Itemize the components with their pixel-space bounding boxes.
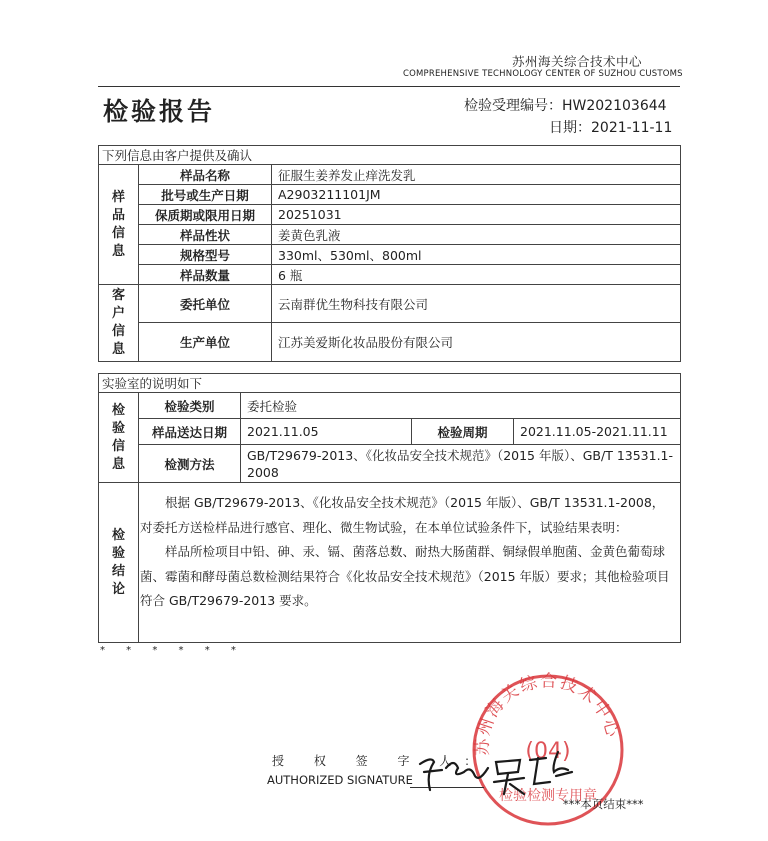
inspection-type-label: 检验类别 xyxy=(139,393,241,419)
document-title: 检验报告 xyxy=(103,97,216,126)
inspection-type-value: 委托检验 xyxy=(241,393,681,419)
test-method-value: GB/T29679-2013、《化妆品安全技术规范》（2015 年版）、GB/T 13531.1-2008 xyxy=(241,445,681,483)
sample-info-char: 样 xyxy=(111,189,125,205)
seal-arc-text: 苏州海关综合技术中心 xyxy=(472,671,623,756)
authorized-signatory-label-cn: 授 权 签 字 人： xyxy=(272,754,490,768)
conclusion-paragraph-2: 样品所检项目中铅、砷、汞、镉、菌落总数、耐热大肠菌群、铜绿假单胞菌、金黄色葡萄球菌、霉菌和酵母菌总数检测结果符合《化妆品安全技术规范》（2015 年版）要求；其他检验项目符合 GB/T29679-2013 要求。 xyxy=(140,544,670,608)
inspection-info-group-label xyxy=(99,393,139,483)
client-info-char: 息 xyxy=(111,342,125,357)
seal-number: (04) xyxy=(525,739,571,764)
client-info-table xyxy=(98,145,681,362)
conclusion-text xyxy=(140,491,676,614)
delivery-date-value: 2021.11.05 xyxy=(241,419,412,445)
conclusion-char: 验 xyxy=(111,545,125,561)
inspection-info-char: 验 xyxy=(111,420,125,436)
manufacturer-value: 江苏美爱斯化妆品股份有限公司 xyxy=(272,323,681,362)
conclusion-char: 论 xyxy=(111,581,125,597)
quantity-label: 样品数量 xyxy=(139,265,272,285)
client-info-char: 信 xyxy=(111,324,125,339)
acceptance-number: 检验受理编号：HW202103644 xyxy=(464,98,667,114)
inspection-info-char: 信 xyxy=(111,438,125,454)
inspection-period-value: 2021.11.05-2021.11.11 xyxy=(514,419,681,445)
inspection-period-label: 检验周期 xyxy=(412,419,514,445)
sample-info-char: 信 xyxy=(111,225,125,241)
expiry-label: 保质期或限用日期 xyxy=(139,205,272,225)
spec-value: 330ml、530ml、800ml xyxy=(272,245,681,265)
appearance-value: 姜黄色乳液 xyxy=(272,225,681,245)
client-section-header: 下列信息由客户提供及确认 xyxy=(99,146,681,165)
client-value: 云南群优生物科技有限公司 xyxy=(272,285,681,323)
delivery-date-label: 样品送达日期 xyxy=(139,419,241,445)
lab-section-header: 实验室的说明如下 xyxy=(99,374,681,393)
sample-info-group-label xyxy=(99,165,139,285)
test-method-label: 检测方法 xyxy=(139,445,241,483)
appearance-label: 样品性状 xyxy=(139,225,272,245)
sample-name-value: 征服生姜养发止痒洗发乳 xyxy=(272,165,681,185)
quantity-value: 6 瓶 xyxy=(272,265,681,285)
seal-bottom-text: 检验检测专用章 xyxy=(499,788,597,804)
report-date: 日期：2021-11-11 xyxy=(549,120,673,136)
sample-name-label: 样品名称 xyxy=(139,165,272,185)
expiry-value: 20251031 xyxy=(272,205,681,225)
authorized-signatory-label-en: AUTHORIZED SIGNATURE xyxy=(267,773,413,787)
client-info-char: 客 xyxy=(111,288,125,303)
batch-value: A2903211101JM xyxy=(272,185,681,205)
conclusion-paragraph-1: 根据 GB/T29679-2013、《化妆品安全技术规范》（2015 年版）、GB/T 13531.1-2008，对委托方送检样品进行感官、理化、微生物试验，在本单位试验条件下，试验结果表明： xyxy=(140,495,665,535)
org-name-en: COMPREHENSIVE TECHNOLOGY CENTER OF SUZHOU CUSTOMS xyxy=(403,69,683,79)
inspection-info-char: 息 xyxy=(111,456,125,472)
batch-label: 批号或生产日期 xyxy=(139,185,272,205)
client-label: 委托单位 xyxy=(139,285,272,323)
end-stars: * * * * * * xyxy=(100,645,245,656)
org-name-cn: 苏州海关综合技术中心 xyxy=(512,54,643,69)
header-divider xyxy=(98,86,680,87)
conclusion-char: 结 xyxy=(111,563,125,579)
client-info-group-label xyxy=(99,285,139,362)
manufacturer-label: 生产单位 xyxy=(139,323,272,362)
spec-label: 规格型号 xyxy=(139,245,272,265)
page-end-mark: ***本页结束*** xyxy=(563,797,644,811)
client-info-char: 户 xyxy=(111,306,125,321)
sample-info-char: 息 xyxy=(111,243,125,259)
handwritten-signature xyxy=(412,742,592,802)
sample-info-char: 品 xyxy=(111,207,125,223)
conclusion-group-label xyxy=(99,483,139,643)
inspection-info-char: 检 xyxy=(111,402,125,418)
conclusion-char: 检 xyxy=(111,527,125,543)
